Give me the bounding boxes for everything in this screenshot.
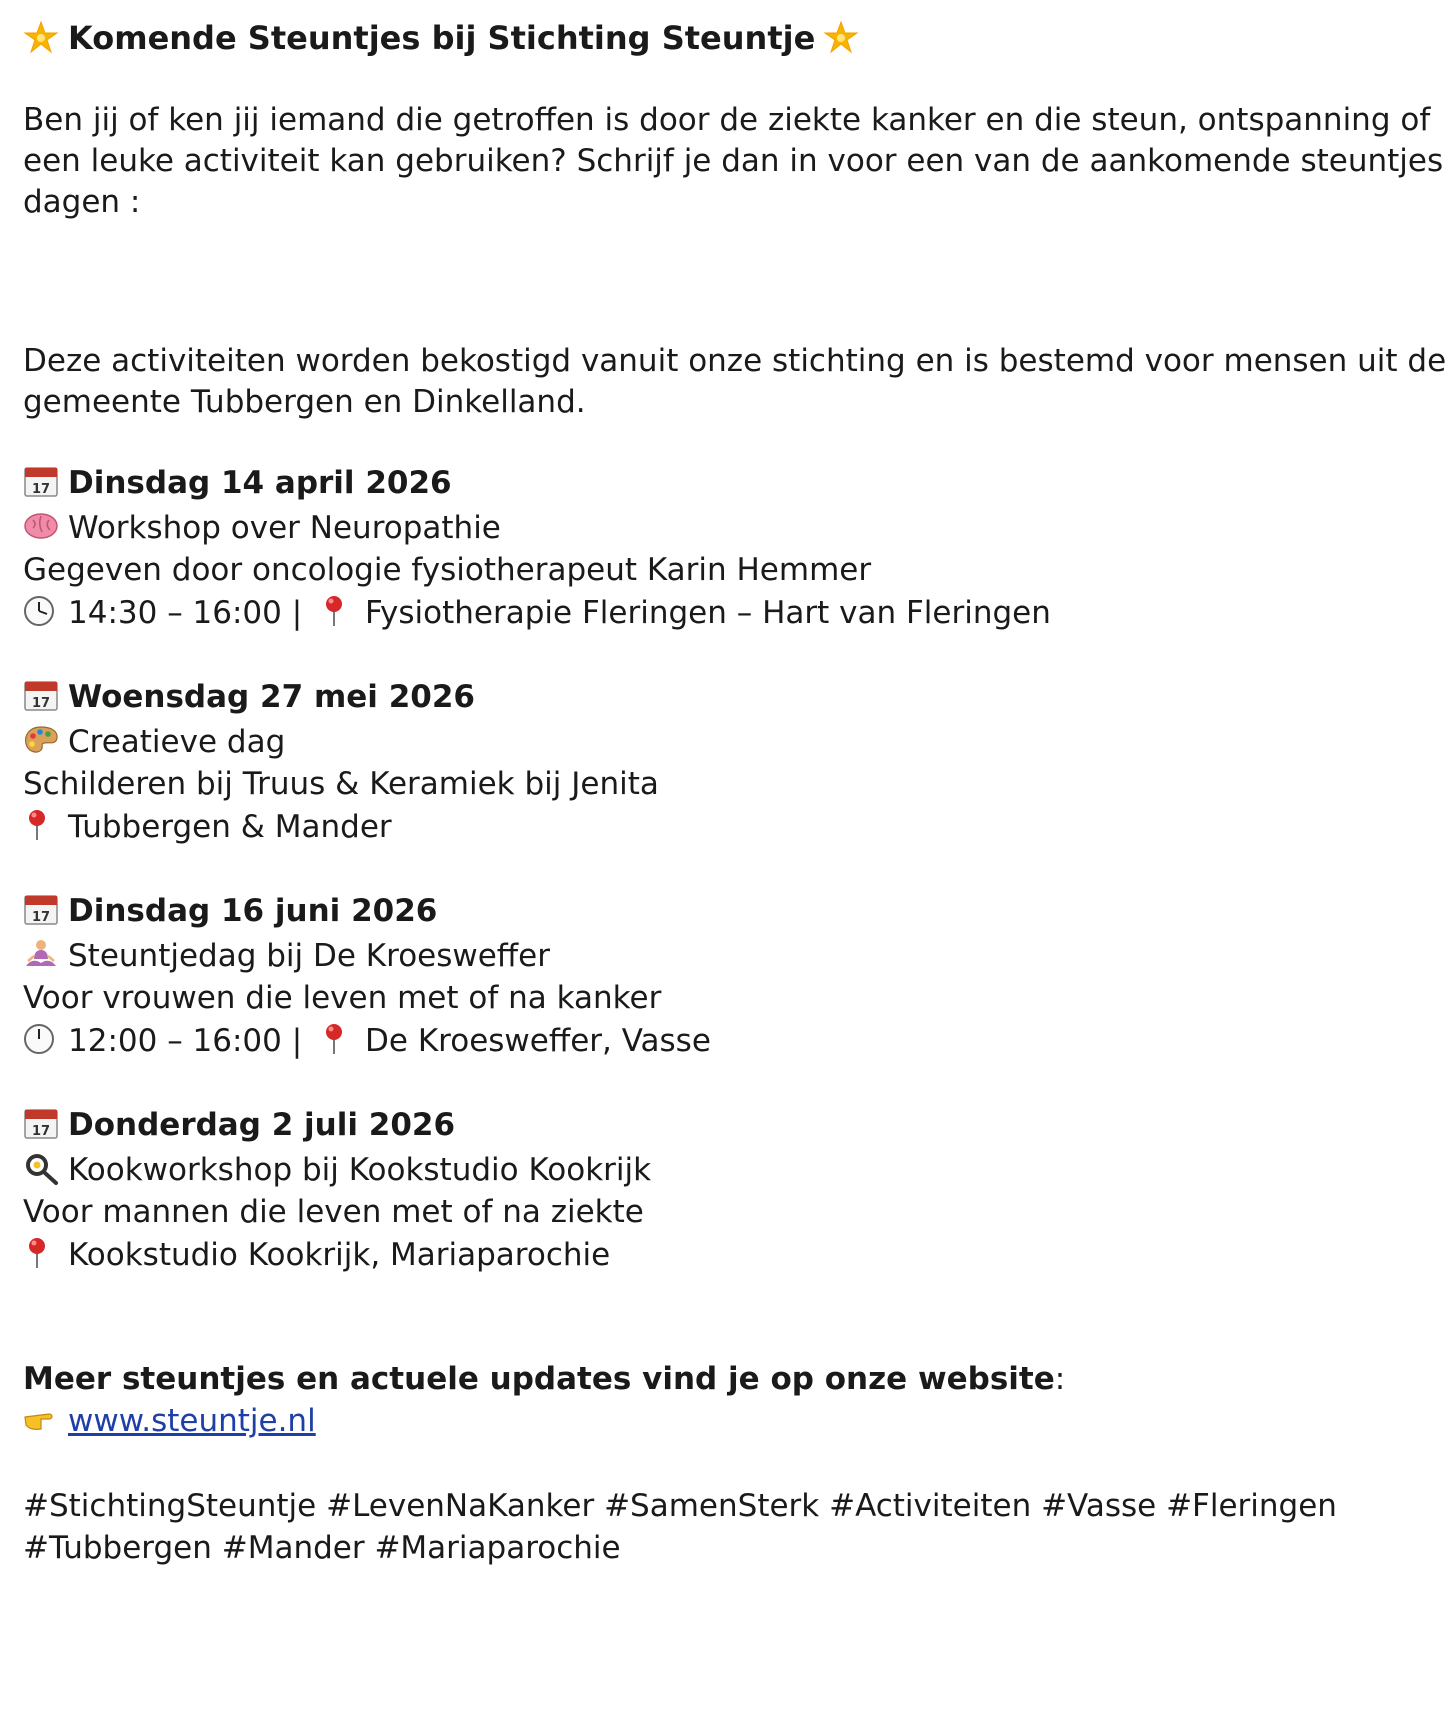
event-location: Tubbergen & Mander [23,807,392,847]
glowing-star-icon [823,21,859,53]
brain-icon [23,510,59,542]
round-pushpin-icon [320,595,356,627]
funding-line: Deze activiteiten worden bekostigd vanuit onze stichting en is bestemd voor mensen uit de [23,343,1446,379]
event-date: 17 Dinsdag 14 april 2026 [23,463,452,503]
svg-text:17: 17 [31,482,51,497]
round-pushpin-icon [23,1237,59,1269]
calendar-icon [23,679,59,711]
event-activity: Creatieve dag [23,722,285,762]
post-title: Komende Steuntjes bij Stichting Steuntje [68,19,816,57]
frying-pan-icon [23,1152,59,1184]
round-pushpin-icon [23,809,59,841]
event-date: 17 Donderdag 2 juli 2026 [23,1105,455,1145]
event-date: 17 Dinsdag 16 juni 2026 [23,891,437,931]
event-time-location: 12:00 – 16:00 | De Kroesweffer, Vasse [23,1021,711,1061]
meditation-icon [23,938,59,970]
intro-line: Ben jij of ken jij iemand die getroffen is door de ziekte kanker en die steun, ontspanning of [23,102,1431,138]
svg-text:17: 17 [31,1124,51,1139]
event-description: Gegeven door oncologie fysiotherapeut Karin Hemmer [23,552,872,588]
intro-line: een leuke activiteit kan gebruiken? Schrijf je dan in voor een van de aankomende steuntjes [23,143,1444,179]
palette-icon [23,724,59,756]
round-pushpin-icon [320,1023,356,1055]
event-time-location: 14:30 – 16:00 | Fysiotherapie Fleringen – Hart van Fleringen [23,593,1051,633]
svg-text:17: 17 [31,696,51,711]
calendar-icon [23,893,59,925]
glowing-star-icon [23,21,59,53]
website-line [23,1401,316,1441]
calendar-icon [23,465,59,497]
intro-line: dagen : [23,184,141,220]
funding-line: gemeente Tubbergen en Dinkelland. [23,384,586,420]
hashtags-line: #StichtingSteuntje #LevenNaKanker #SamenSterk #Activiteiten #Vasse #Fleringen [23,1488,1337,1524]
event-activity: Kookworkshop bij Kookstudio Kookrijk [23,1150,651,1190]
clock-icon [23,1023,59,1055]
svg-text:17: 17 [31,910,51,925]
post-title-line [23,18,859,58]
event-description: Voor vrouwen die leven met of na kanker [23,980,662,1016]
more-info-line: Meer steuntjes en actuele updates vind je op onze website: [23,1361,1066,1397]
hashtags-line: #Tubbergen #Mander #Mariaparochie [23,1530,621,1566]
event-location: Kookstudio Kookrijk, Mariaparochie [23,1235,610,1275]
event-description: Voor mannen die leven met of na ziekte [23,1194,644,1230]
pointing-right-icon [23,1403,59,1435]
event-activity: Workshop over Neuropathie [23,508,501,548]
more-info-text: Meer steuntjes en actuele updates vind je op onze website [23,1361,1055,1397]
website-link[interactable]: www.steuntje.nl [68,1403,316,1439]
clock-icon [23,595,59,627]
event-date: 17 Woensdag 27 mei 2026 [23,677,475,717]
event-activity: Steuntjedag bij De Kroesweffer [23,936,550,976]
event-description: Schilderen bij Truus & Keramiek bij Jenita [23,766,659,802]
calendar-icon [23,1107,59,1139]
